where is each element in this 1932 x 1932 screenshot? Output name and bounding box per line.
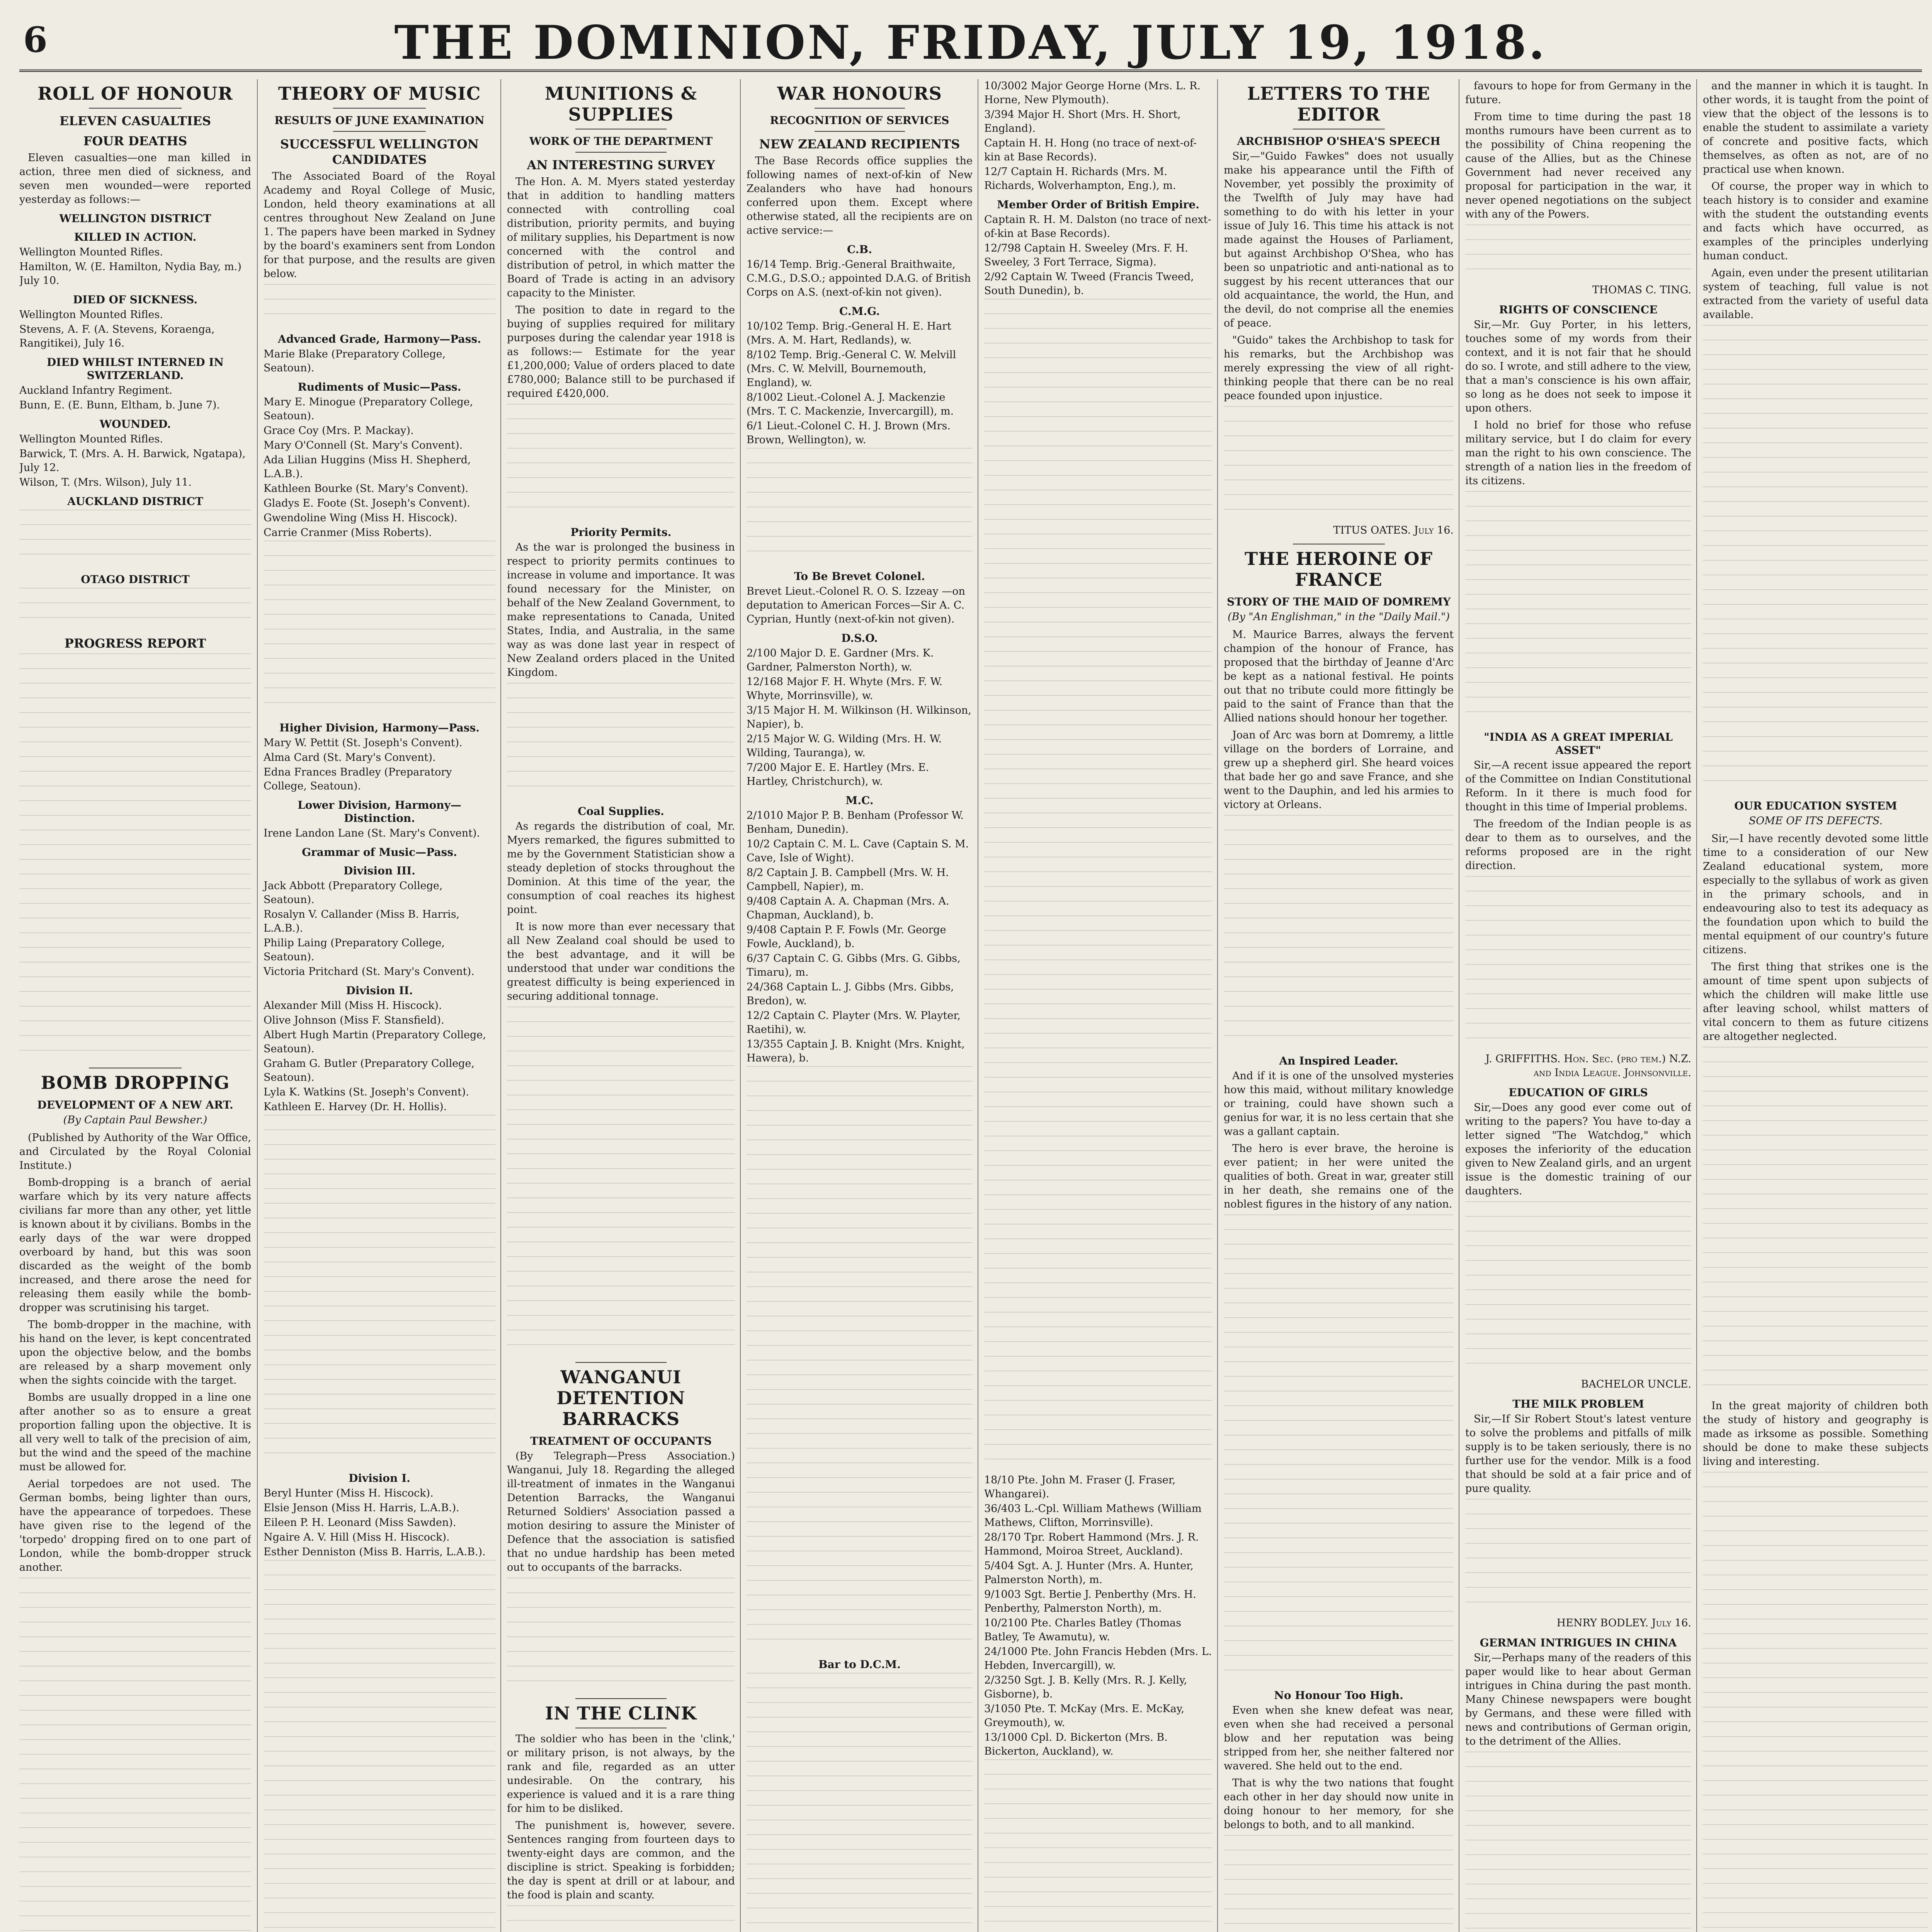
list-item: 8/102 Temp. Brig.-General C. W. Melvill (Mrs. C. W. Melvill, Bournemouth, England), w.: [747, 349, 956, 389]
list-item: 2/3250 Sgt. J. B. Kelly (Mrs. R. J. Kelly, Gisborne), b.: [984, 1674, 1187, 1700]
article-paragraph: Joan of Arc was born at Domremy, a little village on the borders of Lorraine, and grew up a shepherd girl. She heard voices that bade her go and save France, and she went to the Dauphin, and led his armies to victory at Orleans.: [1224, 729, 1454, 811]
list-item: Esther Denniston (Miss B. Harris, L.A.B.).: [264, 1546, 486, 1558]
list-item: Albert Hugh Martin (Preparatory College, Seatoun).: [264, 1029, 486, 1055]
war-honours-heading: WAR HONOURS: [777, 83, 942, 104]
pass-list: [264, 879, 495, 979]
letter-paragraph: I hold no brief for those who refuse military service, but I do claim for every man the right to his own conscience. The strength of a nation lies in the freedom of its citizens.: [1465, 419, 1691, 487]
letter-paragraph: Sir,—Does any good ever come out of writing to the papers? You have to-day a letter signed "The Watchdog," which exposes the inferiority of the education given to New Zealand girls, and an urgent issue is the domestic training of our daughters.: [1465, 1102, 1691, 1197]
list-item: 5/404 Sgt. A. J. Hunter (Mrs. A. Hunter, Palmerston North), m.: [984, 1560, 1194, 1586]
article-paragraph: Aerial torpedoes are not used. The German bombs, being lighter than ours, have the appearance of torpedoes. These have given rise to the legend of the 'torpedo' dropping fired on to one part of London, while the bomb-dropper struck another.: [19, 1478, 251, 1573]
article-paragraph: It is now more than ever necessary that all New Zealand coal should be used to the best advantage, and it will be understood that under war conditions the greatest difficulty is being experienced in securing additional tonnage.: [507, 921, 735, 1002]
list-item: Eileen P. H. Leonard (Miss Sawden).: [264, 1517, 456, 1529]
letter-signature: J. GRIFFITHS. Hon. Sec. (pro tem.) N.Z. and India League. Johnsonville.: [1485, 1053, 1691, 1079]
list-item: Graham G. Butler (Preparatory College, Seatoun).: [264, 1058, 475, 1083]
pass-list: [264, 736, 495, 793]
article-paragraph: Even when she knew defeat was near, even when she had received a personal blow and her reputation was being stripped from her, she neither faltered nor wavered. She held out to the end.: [1224, 1704, 1454, 1772]
letter-title: "INDIA AS A GREAT IMPERIAL ASSET": [1484, 731, 1673, 757]
list-item: Lyla K. Watkins (St. Joseph's Convent).: [264, 1086, 469, 1098]
killed-heading: KILLED IN ACTION.: [74, 231, 197, 243]
letters-heading: LETTERS TO THE EDITOR: [1247, 83, 1430, 125]
list-item: Alexander Mill (Miss H. Hiscock).: [264, 1000, 442, 1012]
honour-heading: M.C.: [845, 794, 874, 807]
list-item: Auckland Infantry Regiment.: [19, 384, 173, 396]
honour-list: [984, 1473, 1212, 1759]
list-item: Captain H. H. Hong (no trace of next-of-kin at Base Records).: [984, 137, 1197, 163]
list-item: 9/408 Captain P. F. Fowls (Mr. George Fowle, Auckland), b.: [747, 924, 946, 950]
division-heading: Division II.: [346, 984, 413, 997]
pass-list: [264, 347, 495, 375]
columns: [19, 79, 1929, 1932]
list-item: Elsie Jenson (Miss H. Harris, L.A.B.).: [264, 1502, 459, 1514]
clink-heading: IN THE CLINK: [545, 1703, 697, 1724]
list-item: 6/37 Captain C. G. Gibbs (Mrs. G. Gibbs, Timaru), m.: [747, 952, 961, 978]
article-paragraph: As the war is prolonged the business in respect to priority permits continues to increase in volume and importance. It was found necessary for the Minister, on behalf of the New Zealand Government, to make representations to Canada, United States, India, and Australia, in the same way as was done last year in respect of New Zealand orders placed in the United Kingdom.: [507, 541, 735, 679]
article-paragraph: The hero is ever brave, the heroine is ever patient; in her were united the qualities of both. Great in war, greater still in her death, she remains one of the noblest figures in the history of any nation.: [1224, 1143, 1454, 1210]
wanganui-heading: WANGANUI DETENTION BARRACKS: [556, 1367, 685, 1429]
auckland-district-heading: AUCKLAND DISTRICT: [67, 495, 203, 508]
list-item: Victoria Pritchard (St. Mary's Convent).: [264, 966, 474, 978]
list-item: Wilson, T. (Mrs. Wilson), July 11.: [19, 476, 192, 488]
column-roll-of-honour: [19, 79, 251, 1932]
list-item: 8/2 Captain J. B. Campbell (Mrs. W. H. Campbell, Napier), m.: [747, 867, 949, 893]
list-item: Bunn, E. (E. Bunn, Eltham, b. June 7).: [19, 399, 220, 411]
list-item: 16/14 Temp. Brig.-General Braithwaite, C.M.G., D.S.O.; appointed D.A.G. of British Corps on A.S. (next-of-kin not given).: [747, 259, 971, 298]
list-item: Ada Lilian Huggins (Miss H. Shepherd, L.A.B.).: [264, 454, 471, 480]
article-paragraph: The Hon. A. M. Myers stated yesterday that in addition to handling matters connected with controlling coal distribution, priority permits, and buying of military supplies, his Department is now concerned with the control and distribution of petrol, in which matter the Board of Trade is acting in an advisory capacity to the Minister.: [507, 176, 735, 299]
list-item: 12/7 Captain H. Richards (Mrs. M. Richards, Wolverhampton, Eng.), m.: [984, 166, 1176, 192]
list-item: Brevet Lieut.-Colonel R. O. S. Izzeay —on deputation to American Forces—Sir A. C. Cyprian, Huntly (next-of-kin not given).: [747, 585, 965, 625]
article-paragraph: (Published by Authority of the War Office, and Circulated by the Royal Colonial Institute.): [19, 1132, 251, 1172]
list-item: Carrie Cranmer (Miss Roberts).: [264, 527, 432, 539]
article-paragraph: The Associated Board of the Royal Academy and Royal College of Music, London, held theory examinations at all centres throughout New Zealand on June 1. The papers have been marked in Sydney by the board's examiners sent from London for that purpose, and the results are given below.: [264, 170, 495, 280]
honour-list: [747, 646, 973, 789]
masthead: [19, 12, 1922, 72]
letter-paragraph: "Guido" takes the Archbishop to task for his remarks, but the Archbishop was merely expressing the view of all right-thinking people that there can be no real peace founded upon injustice.: [1224, 334, 1454, 402]
list-item: Rosalyn V. Callander (Miss B. Harris, L.A.B.).: [264, 908, 460, 934]
article-paragraph: The Base Records office supplies the following names of next-of-kin of New Zealanders who have had honours conferred upon them. Except where otherwise stated, all the recipients are on active service:—: [747, 155, 973, 236]
list-item: 10/2 Captain C. M. L. Cave (Captain S. M. Cave, Isle of Wight).: [747, 838, 969, 864]
list-item: Grace Coy (Mrs. P. Mackay).: [264, 425, 414, 437]
letter-title: THE MILK PROBLEM: [1512, 1398, 1644, 1410]
results-subheading: RESULTS OF JUNE EXAMINATION: [274, 114, 485, 127]
list-item: Edna Frances Bradley (Preparatory College, Seatoun).: [264, 766, 452, 792]
letter-paragraph: The freedom of the Indian people is as dear to them as to ourselves, and the reforms proposed are in the right direction.: [1465, 818, 1691, 872]
list-item: Captain R. H. M. Dalston (no trace of next-of-kin at Base Records).: [984, 214, 1211, 240]
list-item: Ngaire A. V. Hill (Miss H. Hiscock).: [264, 1531, 450, 1543]
letter-title: OUR EDUCATION SYSTEM: [1734, 799, 1897, 812]
pass-list: [264, 999, 495, 1114]
war-honours-subheading: RECOGNITION OF SERVICES: [770, 114, 949, 127]
grade-heading: Rudiments of Music—Pass.: [298, 381, 461, 393]
list-item: 9/408 Captain A. A. Chapman (Mrs. A. Chapman, Auckland), b.: [747, 895, 949, 921]
letter-paragraph: Sir,—Mr. Guy Porter, in his letters, touches some of my words from their context, and it is not fair that he should do so. I wrote, and still adhere to the view, that a man's conscience is his own affair, so long as he does not seek to impose it upon others.: [1465, 319, 1691, 414]
newspaper-title: THE DOMINION, FRIDAY, JULY 19, 1918.: [394, 15, 1547, 70]
list-item: Marie Blake (Preparatory College, Seatoun).: [264, 348, 446, 374]
list-item: Wellington Mounted Rifles.: [19, 246, 163, 258]
honour-heading: D.S.O.: [841, 632, 878, 645]
list-item: 12/798 Captain H. Sweeley (Mrs. F. H. Sweeley, 3 Fort Terrace, Sigma).: [984, 242, 1188, 268]
grade-heading: Grammar of Music—Pass.: [302, 846, 457, 859]
division-heading: Division III.: [343, 864, 416, 877]
list-item: Kathleen Bourke (St. Mary's Convent).: [264, 483, 469, 495]
theory-of-music-heading: THEORY OF MUSIC: [278, 83, 481, 104]
bomb-dropping-heading: BOMB DROPPING: [41, 1072, 230, 1093]
honour-heading: To Be Brevet Colonel.: [794, 570, 925, 583]
list-item: Alma Card (St. Mary's Convent).: [264, 752, 436, 764]
list-item: Hamilton, W. (E. Hamilton, Nydia Bay, m.) July 10.: [19, 261, 242, 287]
letter-paragraph: The first thing that strikes one is the amount of time spent upon subjects of which the children will make little use after leaving school, whilst matters of vital concern to them as future citizens are altogether neglected.: [1703, 961, 1929, 1043]
list-item: 2/1010 Major P. B. Benham (Professor W. Benham, Dunedin).: [747, 810, 964, 835]
list-item: 28/170 Tpr. Robert Hammond (Mrs. J. R. Hammond, Moiroa Street, Auckland).: [984, 1531, 1199, 1557]
list-item: 18/10 Pte. John M. Fraser (J. Fraser, Whangarei).: [984, 1474, 1176, 1500]
letter-paragraph: favours to hope for from Germany in the future.: [1465, 80, 1691, 106]
article-paragraph: And if it is one of the unsolved mysteries how this maid, without military knowledge or training, could have shown such a genius for war, it is no less certain that she was a gallant captain.: [1224, 1070, 1454, 1138]
letter-paragraph: Sir,—If Sir Robert Stout's latest venture to solve the problems and pitfalls of milk supply is to be taken seriously, there is no further use for the vendor. Milk is a food that should be sold at a fair price and of pure quality.: [1465, 1413, 1691, 1495]
list-item: 2/92 Captain W. Tweed (Francis Tweed, South Dunedin), b.: [984, 271, 1194, 297]
grade-heading: Higher Division, Harmony—Pass.: [279, 721, 480, 734]
column-letters: [1217, 79, 1454, 1932]
article-paragraph: M. Maurice Barres, always the fervent champion of the honour of France, has proposed that the birthday of Jeanne d'Arc be kept as a national festival. He points out that no tribute could more fittingly be paid to the saint of France than that the Allied nations should honour her together.: [1224, 629, 1454, 724]
letter-paragraph: Again, even under the present utilitarian system of teaching, full value is not extracted from the variety of useful data available.: [1703, 267, 1929, 321]
article-paragraph: Bomb-dropping is a branch of aerial warfare which by its very nature affects civilians far more than any other, yet little is known about it by civilians. Bombs in the early days of the war were dropped overboard by hand, but this was soon discarded as the weight of the bomb increased, and there arose the need for releasing them easily while the bomb-dropper was scrutinising his target.: [19, 1177, 251, 1314]
heroine-byline: (By "An Englishman," in the "Daily Mail."): [1228, 611, 1450, 623]
bomb-byline: (By Captain Paul Bewsher.): [63, 1114, 207, 1126]
list-item: 10/2100 Pte. Charles Batley (Thomas Batley, Te Awamutu), w.: [984, 1617, 1181, 1643]
article-paragraph: Bombs are usually dropped in a line one after another so as to ensure a great proportion falling upon the objective. It is all very well to talk of the precision of aim, but the wind and the speed of the machine must be allowed for.: [19, 1391, 251, 1473]
list-item: Stevens, A. F. (A. Stevens, Koraenga, Rangitikei), July 16.: [19, 323, 215, 349]
list-item: Mary O'Connell (St. Mary's Convent).: [264, 439, 463, 451]
list-item: Wellington Mounted Rifles.: [19, 309, 163, 321]
coal-heading: Coal Supplies.: [578, 805, 664, 818]
article-paragraph: As regards the distribution of coal, Mr. Myers remarked, the figures submitted to me by the Government Statistician show a steady depletion of stocks throughout the Dominion. At this time of the year, the consumption of coal reaches its highest point.: [507, 820, 735, 916]
pass-list: [264, 827, 495, 840]
list-item: 24/368 Captain L. J. Gibbs (Mrs. Gibbs, Bredon), w.: [747, 981, 954, 1007]
list-item: Jack Abbott (Preparatory College, Seatoun).: [264, 880, 443, 906]
otago-district-heading: OTAGO DISTRICT: [81, 573, 190, 586]
article-paragraph: That is why the two nations that fought each other in her day should now unite in doing honour to her memory, for she belongs to both, and to all mankind.: [1224, 1777, 1454, 1831]
honour-list: [747, 258, 973, 299]
article-paragraph: (By Telegraph—Press Association.) Wanganui, July 18. Regarding the alleged ill-treatment of inmates in the Wanganui Detention Barracks, the Wanganui Returned Soldiers' Association passed a motion desiring to assure the Minister of Defence that the association is satisfied that no undue hardship has been meted out to occupants of the barracks.: [507, 1450, 735, 1573]
letter-title: GERMAN INTRIGUES IN CHINA: [1480, 1636, 1677, 1649]
died-heading: DIED OF SICKNESS.: [73, 293, 198, 306]
list-item: Gladys E. Foote (St. Joseph's Convent).: [264, 497, 470, 509]
list-item: 8/1002 Lieut.-Colonel A. J. Mackenzie (Mrs. T. C. Mackenzie, Invercargill), m.: [747, 391, 954, 417]
list-item: 13/1000 Cpl. D. Bickerton (Mrs. B. Bickerton, Auckland), w.: [984, 1731, 1168, 1757]
casualties-subheading: ELEVEN CASUALTIES: [59, 114, 211, 128]
list-item: 3/15 Major H. M. Wilkinson (H. Wilkinson, Napier), b.: [747, 704, 971, 730]
killed-list: [19, 245, 251, 288]
wanganui-subheading: TREATMENT OF OCCUPANTS: [530, 1435, 712, 1447]
page-number: 6: [23, 19, 48, 60]
letter-signature: TITUS OATES. July 16.: [1333, 524, 1454, 536]
wounded-heading: WOUNDED.: [99, 418, 171, 430]
letter-title: RIGHTS OF CONSCIENCE: [1499, 303, 1658, 316]
letter-title: EDUCATION OF GIRLS: [1509, 1086, 1648, 1099]
column-war-honours-cont: [978, 79, 1212, 1932]
list-item: 13/355 Captain J. B. Knight (Mrs. Knight, Hawera), b.: [747, 1038, 965, 1064]
list-item: 10/3002 Major George Horne (Mrs. L. R. Horne, New Plymouth).: [984, 80, 1201, 106]
list-item: 7/200 Major E. E. Hartley (Mrs. E. Hartley, Christchurch), w.: [747, 762, 929, 787]
list-item: 12/168 Major F. H. Whyte (Mrs. F. W. Whyte, Morrinsville), w.: [747, 676, 943, 702]
letter-signature: BACHELOR UNCLE.: [1581, 1378, 1691, 1390]
list-item: Mary E. Minogue (Preparatory College, Seatoun).: [264, 396, 473, 422]
honour-list: [747, 585, 973, 626]
honour-list: [984, 79, 1212, 193]
list-item: 2/100 Major D. E. Gardner (Mrs. K. Gardner, Palmerston North), w.: [747, 647, 934, 673]
survey-subheading: AN INTERESTING SURVEY: [527, 158, 715, 172]
letter-signature: THOMAS C. TING.: [1592, 284, 1691, 296]
letter-paragraph: Of course, the proper way in which to teach history is to consider and examine with the student the outstanding events and facts which have occurred, as examples of the principles underlying human conduct.: [1703, 180, 1929, 262]
deaths-subheading: FOUR DEATHS: [83, 134, 187, 148]
list-item: 3/394 Major H. Short (Mrs. H. Short, England).: [984, 109, 1181, 134]
pass-list: [264, 395, 495, 540]
priority-heading: Priority Permits.: [570, 526, 672, 539]
grade-heading: Advanced Grade, Harmony—Pass.: [278, 333, 481, 345]
grade-heading: Lower Division, Harmony—Distinction.: [298, 799, 461, 825]
roll-of-honour-heading: ROLL OF HONOUR: [37, 83, 233, 104]
list-item: 12/2 Captain C. Playter (Mrs. W. Playter, Raetihi), w.: [747, 1010, 961, 1036]
wellington-district-heading: WELLINGTON DISTRICT: [59, 212, 211, 225]
letter-paragraph: and the manner in which it is taught. In other words, it is taught from the point of view that the object of the lessons is to enable the student to assimilate a variety of concrete and positive facts, which themselves, as often as not, are of no practical use when known.: [1703, 80, 1929, 175]
list-item: 9/1003 Sgt. Bertie J. Penberthy (Mrs. H. Penberthy, Palmerston North), m.: [984, 1588, 1196, 1614]
heroine-subheading: STORY OF THE MAID OF DOMREMY: [1226, 595, 1451, 608]
bomb-dropping-subheading: DEVELOPMENT OF A NEW ART.: [37, 1099, 233, 1111]
article-paragraph: The soldier who has been in the 'clink,' or military prison, is not always, by the rank and file, regarded as an utter undesirable. On the contrary, his experience is valued and it is a rare thing for him to be disliked.: [507, 1733, 735, 1815]
list-item: Mary W. Pettit (St. Joseph's Convent).: [264, 737, 463, 749]
list-item: Irene Landon Lane (St. Mary's Convent).: [264, 827, 480, 839]
list-item: Olive Johnson (Miss F. Stansfield).: [264, 1014, 444, 1026]
column-theory-of-music: [257, 79, 495, 1932]
list-item: 6/1 Lieut.-Colonel C. H. J. Brown (Mrs. Brown, Wellington), w.: [747, 420, 951, 446]
progress-report-heading: PROGRESS REPORT: [64, 636, 206, 651]
letter-subtitle: SOME OF ITS DEFECTS.: [1748, 815, 1883, 827]
column-letters-cont: [1459, 79, 1691, 1932]
pass-list: [264, 1486, 495, 1559]
list-item: 3/1050 Pte. T. McKay (Mrs. E. McKay, Greymouth), w.: [984, 1703, 1185, 1729]
honour-list: [747, 809, 973, 1065]
column-munitions: [500, 79, 735, 1932]
article-paragraph: The position to date in regard to the buying of supplies required for military purposes during the calendar year 1918 is as follows:— Estimate for the year £1,200,000; Value of orders placed to date £780,000; Balance still to be purchased if required £420,000.: [507, 304, 735, 400]
newspaper-page: [19, 12, 1929, 1932]
list-item: 36/403 L.-Cpl. William Mathews (William Mathews, Clifton, Morrinsville).: [984, 1503, 1202, 1529]
list-item: Wellington Mounted Rifles.: [19, 433, 163, 445]
list-item: Beryl Hunter (Miss H. Hiscock).: [264, 1487, 434, 1499]
division-heading: Division I.: [349, 1472, 410, 1485]
interned-list: [19, 384, 251, 412]
wounded-list: [19, 432, 251, 490]
letter-signature: HENRY BODLEY. July 16.: [1556, 1617, 1691, 1629]
letter-paragraph: From time to time during the past 18 months rumours have been current as to the possibility of China reopening the cause of the Allies, but as the Chinese Government had never received any proposal for participation in the war, it never opened negotiations on the subject with any of the Powers.: [1465, 111, 1691, 220]
honour-list: [984, 213, 1212, 298]
article-paragraph: The bomb-dropper in the machine, with his hand on the lever, is kept concentrated upon the objective below, and the bombs are released by a sharp movement only when the sights coincide with the target.: [19, 1319, 251, 1386]
heroine-heading: THE HEROINE OF FRANCE: [1245, 548, 1433, 590]
section-heading: An Inspired Leader.: [1279, 1054, 1398, 1067]
letter-paragraph: Sir,—A recent issue appeared the report of the Committee on Indian Constitutional Reform. In it there is much food for thought in this time of Imperial problems.: [1465, 759, 1691, 813]
list-item: 10/102 Temp. Brig.-General H. E. Hart (Mrs. A. M. Hart, Redlands), w.: [747, 320, 952, 346]
list-item: Gwendoline Wing (Miss H. Hiscock).: [264, 512, 457, 524]
honour-heading: C.M.G.: [839, 305, 880, 318]
munitions-subheading: WORK OF THE DEPARTMENT: [529, 135, 713, 148]
list-item: Philip Laing (Preparatory College, Seatoun).: [264, 937, 445, 963]
honour-heading: C.B.: [847, 243, 872, 256]
article-paragraph: The punishment is, however, severe. Sentences ranging from fourteen days to twenty-eight days are common, and the discipline is strict. Speaking is forbidden; the day is spent at drill or at labour, and the food is plain and scanty.: [507, 1820, 735, 1901]
section-heading: No Honour Too High.: [1274, 1689, 1403, 1702]
munitions-heading: MUNITIONS & SUPPLIES: [544, 83, 697, 125]
honour-heading: Member Order of British Empire.: [997, 198, 1199, 211]
column-war-honours: [740, 79, 973, 1932]
letter-paragraph: Sir,—Perhaps many of the readers of this paper would like to hear about German intrigues in China during the past month. Many Chinese newspapers were bought by Germans, and these were filled with news and contributions of German origin, to the detriment of the Allies.: [1465, 1652, 1691, 1747]
list-item: Barwick, T. (Mrs. A. H. Barwick, Ngatapa), July 12.: [19, 448, 246, 474]
letter-paragraph: In the great majority of children both the study of history and geography is made as irksome as possible. Something should be done to make these subjects living and interesting.: [1703, 1400, 1929, 1468]
died-list: [19, 308, 251, 350]
honour-heading: Bar to D.C.M.: [818, 1658, 901, 1671]
letter-paragraph: Sir,—I have recently devoted some little time to a consideration of our New Zealand educational system, more especially to the syllabus of work as given in the primary schools, and in endeavouring also to test its adequacy as the foundation upon which to build the mental equipment of our country's future citizens.: [1703, 833, 1929, 956]
list-item: 2/15 Major W. G. Wilding (Mrs. H. W. Wilding, Tauranga), w.: [747, 733, 942, 759]
interned-heading: DIED WHILST INTERNED IN SWITZERLAND.: [46, 356, 224, 382]
column-education: [1696, 79, 1929, 1932]
casualties-intro: Eleven casualties—one man killed in action, three men died of sickness, and seven men wounded—were reported yesterday as follows:—: [19, 152, 251, 206]
recipients-subheading: NEW ZEALAND RECIPIENTS: [759, 137, 960, 151]
list-item: Kathleen E. Harvey (Dr. H. Hollis).: [264, 1101, 447, 1113]
list-item: 24/1000 Pte. John Francis Hebden (Mrs. L. Hebden, Invercargill), w.: [984, 1646, 1212, 1672]
letter-paragraph: Sir,—"Guido Fawkes" does not usually make his appearance until the Fifth of November, yet possibly the proximity of the Twelfth of July may have had something to do with his letter in your issue of July 16. This time his attack is not made against the Houses of Parliament, but against Archbishop O'Shea, who has been so unpatriotic and anti-national as to suggest by his recent utterances that our old acquaintance, the world, the Hun, and the devil, do not comprise all the enemies of peace.: [1224, 150, 1454, 329]
letter-title: ARCHBISHOP O'SHEA'S SPEECH: [1237, 135, 1440, 148]
candidates-subheading: SUCCESSFUL WELLINGTON CANDIDATES: [280, 137, 479, 167]
honour-list: [747, 320, 973, 447]
